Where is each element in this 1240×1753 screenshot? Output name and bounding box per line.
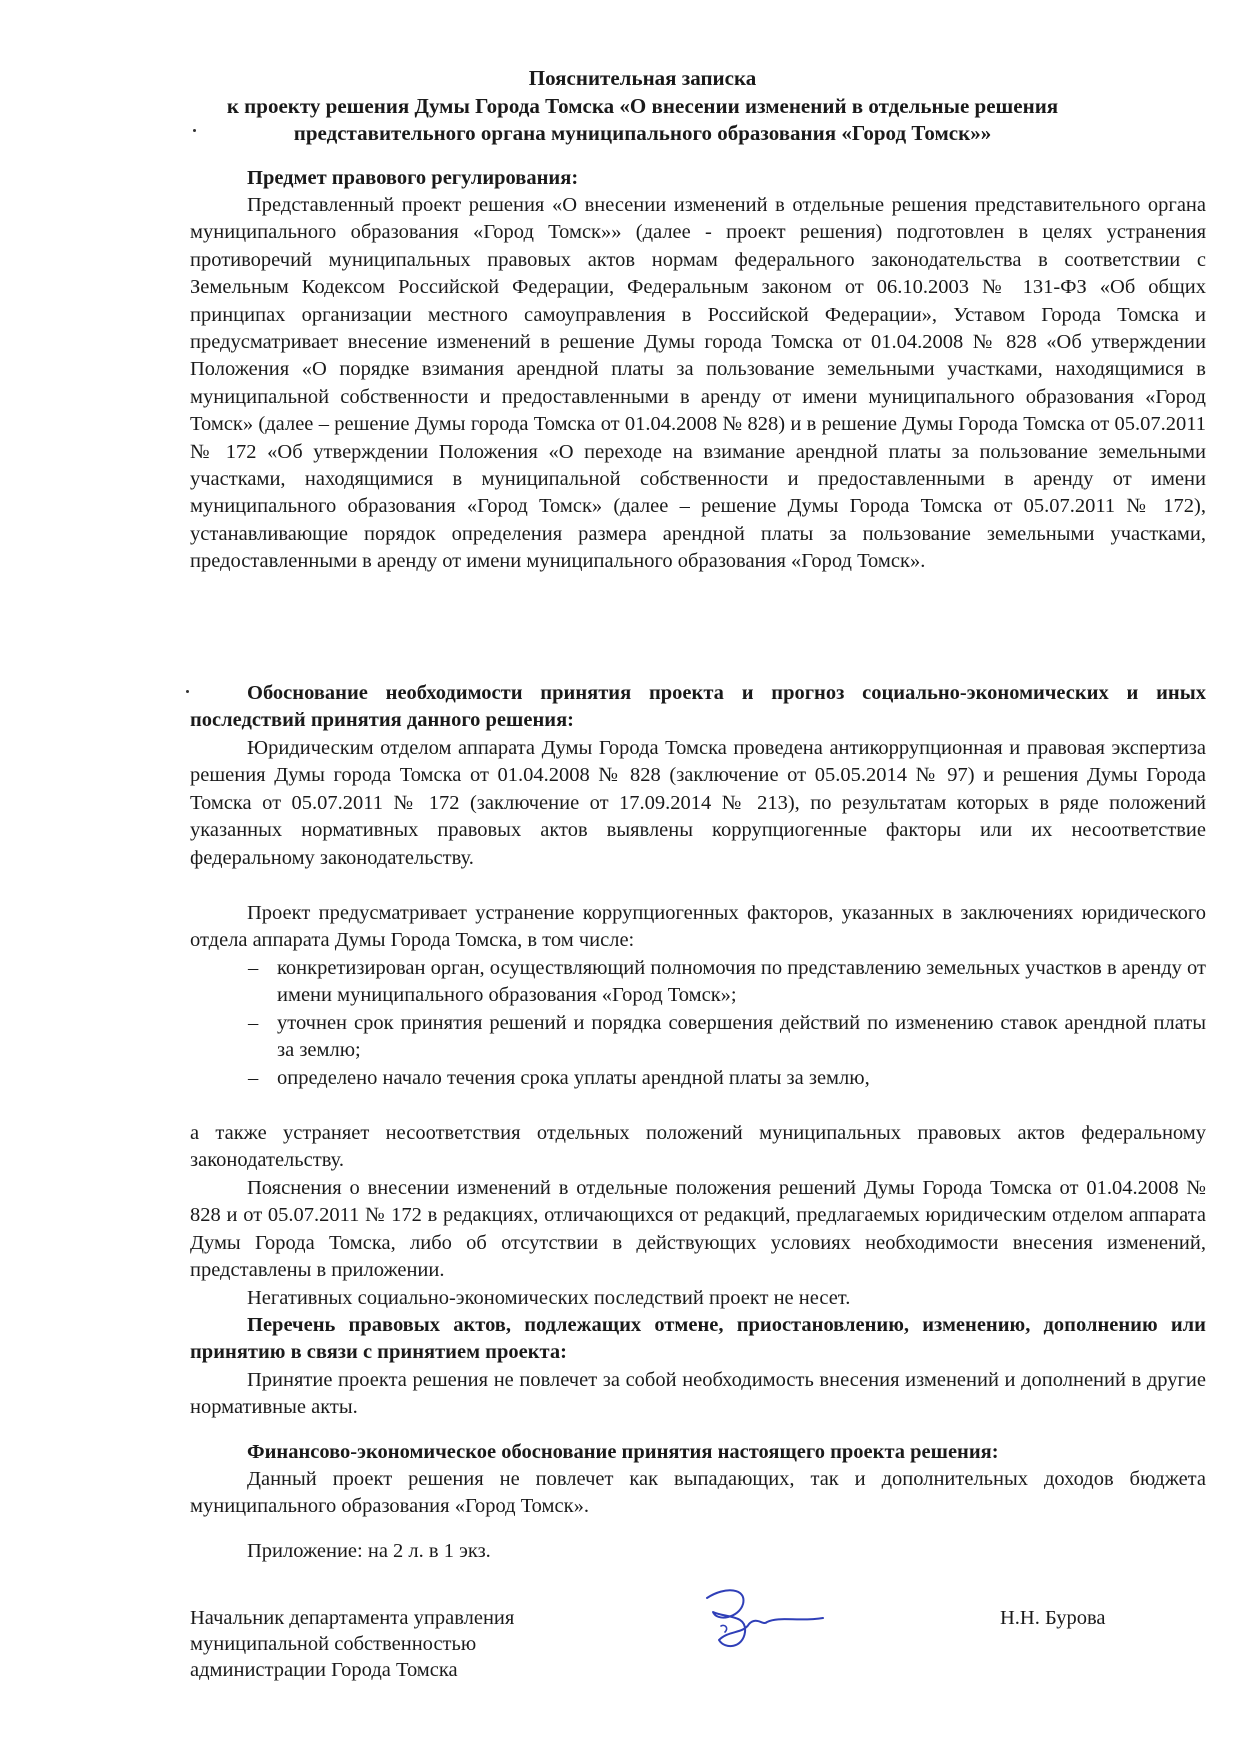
section-legal-acts-text <box>190 1367 1206 1422</box>
list-dash: – <box>248 957 259 979</box>
attachment-note: Приложение: на 2 л. в 1 экз. <box>247 1540 491 1562</box>
section-heading-legal-acts: Перечень правовых актов, подлежащих отмене, приостановлению, изменению, дополнению или принятию в связи с принятием проекта: <box>190 1314 1206 1364</box>
paragraph: Принятие проекта решения не повлечет за собой необходимость внесения изменений и дополнений в другие нормативные акты. <box>190 1369 1206 1419</box>
list-item-text: конкретизирован орган, осуществляющий полномочия по представлению земельных участков в аренду от имени муниципального образования «Город Томск»; <box>277 957 1206 1007</box>
signatory-position-line: администрации Города Томска <box>190 1659 458 1681</box>
signatory-position-line: Начальник департамента управления <box>190 1607 515 1629</box>
paragraph: Юридическим отделом аппарата Думы Города Томска проведена антикоррупционная и правовая экспертиза решения Думы города Томска от 01.04.2008 № 828 (заключение от 05.05.2014 № 97) и решения Думы Города Томска от 05.07.2011 № 172 (заключение от 17.09.2014 № 213), по результатам которых в ряде положений указанных нормативных правовых актов выявлены коррупциогенные факторы или их несоответствие федеральному законодательству. <box>190 737 1206 869</box>
scan-speck <box>186 690 189 693</box>
list-item <box>248 1065 1206 1092</box>
paragraph: а также устраняет несоответствия отдельных положений муниципальных правовых актов федеральному законодательству. <box>190 1122 1206 1172</box>
measures-list <box>248 955 1206 1092</box>
section-justification-text <box>190 735 1206 872</box>
paragraph: Пояснения о внесении изменений в отдельные положения решений Думы Города Томска от 01.04.2008 № 828 и от 05.07.2011 № 172 в редакциях, отличающихся от редакций, предлагаемых юридическим отделом аппарата Думы Города Томска, либо об отсутствии в действующих условиях необходимости внесения изменений, представлены в приложении. <box>190 1177 1206 1282</box>
paragraph: Негативных социально-экономических последствий проект не несет. <box>247 1287 851 1309</box>
list-item-text: определено начало течения срока уплаты арендной платы за землю, <box>277 1066 870 1089</box>
paragraph: Данный проект решения не повлечет как выпадающих, так и дополнительных доходов бюджета муниципального образования «Город Томск». <box>190 1468 1206 1518</box>
section-justification-text-2 <box>190 900 1206 955</box>
document-subtitle-line-2: представительного органа муниципального образования «Город Томск»» <box>293 121 992 145</box>
signatory-name: Н.Н. Бурова <box>1000 1607 1106 1629</box>
section-justification-text-4 <box>190 1175 1206 1285</box>
section-justification-text-3 <box>190 1120 1206 1175</box>
section-subject-text <box>190 192 1206 576</box>
document-title: Пояснительная записка <box>528 66 757 90</box>
list-item <box>248 955 1206 1010</box>
signatory-position-line: муниципальной собственностью <box>190 1633 477 1655</box>
paragraph: Представленный проект решения «О внесении изменений в отдельные решения представительного органа муниципального образования «Город Томск»» (далее - проект решения) подготовлен в целях устранения противоречий муниципальных правовых актов нормам федерального законодательства в соответствии с Земельным Кодексом Российской Федерации, Федеральным законом от 06.10.2003 № 131-ФЗ «Об общих принципах организации местного самоуправления в Российской Федерации», Уставом Города Томска и предусматривает внесение изменений в решение Думы города Томска от 01.04.2008 № 828 «Об утверждении Положения «О порядке взимания арендной платы за пользование земельными участками, находящимися в муниципальной собственности и предоставленными в аренду от имени муниципального образования «Город Томск» (далее – решение Думы города Томска от 01.04.2008 № 828) и в решение Думы Города Томска от 05.07.2011 № 172 «Об утверждении Положения «О переходе на взимание арендной платы за пользование земельными участками, находящимися в муниципальной собственности и предоставленными в аренду от имени муниципального образования «Город Томск» (далее – решение Думы Города Томска от 05.07.2011 № 172), устанавливающие порядок определения размера арендной платы за пользование земельными участками, предоставленными в аренду от имени муниципального образования «Город Томск». <box>190 194 1206 573</box>
section-justification-text-5 <box>190 1285 1206 1312</box>
section-heading-subject: Предмет правового регулирования: <box>247 167 579 189</box>
section-financial-text <box>190 1466 1206 1521</box>
list-item-text: уточнен срок принятия решений и порядка совершения действий по изменению ставок арендной платы за землю; <box>277 1011 1206 1062</box>
paragraph: Проект предусматривает устранение коррупциогенных факторов, указанных в заключениях юридического отдела аппарата Думы Города Томска, в том числе: <box>190 902 1206 952</box>
list-item <box>248 1010 1206 1065</box>
list-dash: – <box>248 1011 259 1034</box>
section-heading-financial: Финансово-экономическое обоснование принятия настоящего проекта решения: <box>247 1441 999 1463</box>
scan-speck <box>193 129 196 132</box>
handwritten-signature <box>695 1578 835 1668</box>
signatory-position <box>190 1605 514 1683</box>
section-heading-justification: Обоснование необходимости принятия проекта и прогноз социально-экономических и иных последствий принятия данного решения: <box>190 682 1206 732</box>
document-subtitle-line-1: к проекту решения Думы Города Томска «О внесении изменений в отдельные решения <box>226 94 1059 118</box>
list-dash: – <box>248 1066 259 1089</box>
